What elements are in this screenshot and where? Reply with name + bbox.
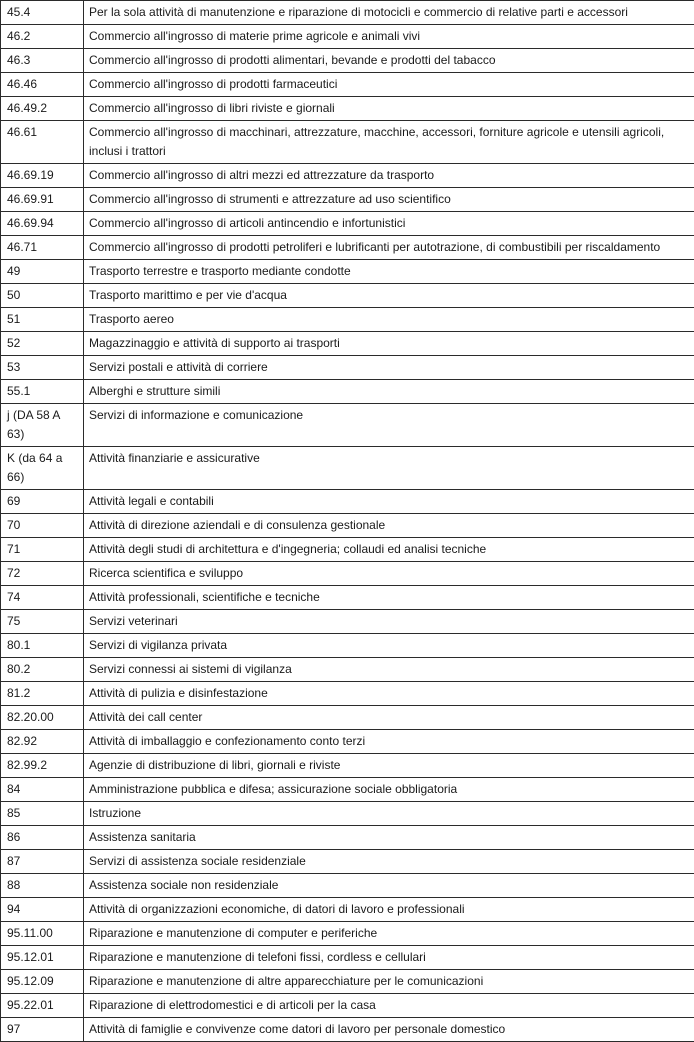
table-row <box>1 898 694 922</box>
activity-code-cell: 51 <box>1 308 84 332</box>
activity-code-cell: 97 <box>1 1018 84 1042</box>
table-row <box>1 97 694 121</box>
activity-code-cell: 82.99.2 <box>1 754 84 778</box>
activity-description-cell: Riparazione e manutenzione di computer e periferiche <box>84 922 694 946</box>
table-row <box>1 236 694 260</box>
activity-code-cell: 46.2 <box>1 25 84 49</box>
activity-description-cell: Riparazione di elettrodomestici e di articoli per la casa <box>84 994 694 1018</box>
table-row <box>1 730 694 754</box>
table-row <box>1 332 694 356</box>
activity-code-cell: 72 <box>1 562 84 586</box>
activity-code-cell: 86 <box>1 826 84 850</box>
table-body <box>1 1 694 1042</box>
table-row <box>1 284 694 308</box>
activity-code-cell: 46.69.91 <box>1 188 84 212</box>
activity-code-cell: 46.69.94 <box>1 212 84 236</box>
activity-code-cell: 82.20.00 <box>1 706 84 730</box>
activity-description-cell: Trasporto aereo <box>84 308 694 332</box>
table-row <box>1 994 694 1018</box>
activity-description-cell: Servizi connessi ai sistemi di vigilanza <box>84 658 694 682</box>
activity-code-cell: 53 <box>1 356 84 380</box>
activity-code-cell: 46.49.2 <box>1 97 84 121</box>
activity-code-cell: 52 <box>1 332 84 356</box>
activity-description-cell: Attività professionali, scientifiche e tecniche <box>84 586 694 610</box>
activity-code-cell: 71 <box>1 538 84 562</box>
activity-code-cell: 45.4 <box>1 1 84 25</box>
activity-description-cell: Commercio all'ingrosso di macchinari, attrezzature, macchine, accessori, forniture agricole e utensili agricoli, inclusi i trattori <box>84 121 694 164</box>
table-row <box>1 164 694 188</box>
activity-code-cell: 49 <box>1 260 84 284</box>
activity-code-cell: 74 <box>1 586 84 610</box>
table-row <box>1 49 694 73</box>
table-row <box>1 538 694 562</box>
activity-code-cell: 70 <box>1 514 84 538</box>
activity-description-cell: Attività di pulizia e disinfestazione <box>84 682 694 706</box>
activity-code-cell: j (DA 58 A 63) <box>1 404 84 447</box>
table-row <box>1 514 694 538</box>
table-row <box>1 188 694 212</box>
activity-description-cell: Assistenza sanitaria <box>84 826 694 850</box>
activity-description-cell: Attività legali e contabili <box>84 490 694 514</box>
activity-code-cell: 85 <box>1 802 84 826</box>
table-row <box>1 25 694 49</box>
table-row <box>1 658 694 682</box>
activity-description-cell: Trasporto terrestre e trasporto mediante condotte <box>84 260 694 284</box>
activity-code-cell: 95.11.00 <box>1 922 84 946</box>
activity-description-cell: Riparazione e manutenzione di telefoni fissi, cordless e cellulari <box>84 946 694 970</box>
table-row <box>1 356 694 380</box>
activity-code-cell: 46.3 <box>1 49 84 73</box>
table-row <box>1 826 694 850</box>
activity-description-cell: Attività finanziarie e assicurative <box>84 447 694 490</box>
table-row <box>1 1018 694 1042</box>
activity-description-cell: Amministrazione pubblica e difesa; assicurazione sociale obbligatoria <box>84 778 694 802</box>
activity-description-cell: Agenzie di distribuzione di libri, giornali e riviste <box>84 754 694 778</box>
activity-description-cell: Attività degli studi di architettura e d'ingegneria; collaudi ed analisi tecniche <box>84 538 694 562</box>
activity-code-cell: 95.22.01 <box>1 994 84 1018</box>
table-row <box>1 586 694 610</box>
table-row <box>1 404 694 447</box>
activity-code-cell: 50 <box>1 284 84 308</box>
table-row <box>1 610 694 634</box>
table-row <box>1 260 694 284</box>
activity-description-cell: Commercio all'ingrosso di altri mezzi ed attrezzature da trasporto <box>84 164 694 188</box>
table-row <box>1 1 694 25</box>
activity-code-cell: 75 <box>1 610 84 634</box>
activity-code-cell: 80.1 <box>1 634 84 658</box>
activity-code-cell: 95.12.09 <box>1 970 84 994</box>
table-row <box>1 754 694 778</box>
activity-description-cell: Commercio all'ingrosso di prodotti alimentari, bevande e prodotti del tabacco <box>84 49 694 73</box>
table-row <box>1 706 694 730</box>
activity-code-cell: 69 <box>1 490 84 514</box>
activity-description-cell: Magazzinaggio e attività di supporto ai trasporti <box>84 332 694 356</box>
table-row <box>1 308 694 332</box>
table-row <box>1 562 694 586</box>
activity-code-cell: 46.61 <box>1 121 84 164</box>
table-row <box>1 212 694 236</box>
activity-code-cell: 88 <box>1 874 84 898</box>
activity-description-cell: Istruzione <box>84 802 694 826</box>
activity-code-cell: 46.71 <box>1 236 84 260</box>
activity-code-cell: 46.69.19 <box>1 164 84 188</box>
table-row <box>1 850 694 874</box>
activity-description-cell: Riparazione e manutenzione di altre apparecchiature per le comunicazioni <box>84 970 694 994</box>
activity-description-cell: Commercio all'ingrosso di prodotti farmaceutici <box>84 73 694 97</box>
activity-code-cell: 55.1 <box>1 380 84 404</box>
activity-description-cell: Attività di organizzazioni economiche, di datori di lavoro e professionali <box>84 898 694 922</box>
activity-description-cell: Attività di direzione aziendali e di consulenza gestionale <box>84 514 694 538</box>
activity-description-cell: Ricerca scientifica e sviluppo <box>84 562 694 586</box>
activity-description-cell: Servizi di vigilanza privata <box>84 634 694 658</box>
activity-code-cell: 94 <box>1 898 84 922</box>
activity-code-cell: 84 <box>1 778 84 802</box>
activity-code-cell: 95.12.01 <box>1 946 84 970</box>
table-row <box>1 447 694 490</box>
table-row <box>1 946 694 970</box>
activity-code-cell: 87 <box>1 850 84 874</box>
activity-description-cell: Servizi veterinari <box>84 610 694 634</box>
activity-description-cell: Attività di famiglie e convivenze come datori di lavoro per personale domestico <box>84 1018 694 1042</box>
activity-description-cell: Commercio all'ingrosso di strumenti e attrezzature ad uso scientifico <box>84 188 694 212</box>
activity-description-cell: Servizi di assistenza sociale residenziale <box>84 850 694 874</box>
activity-description-cell: Commercio all'ingrosso di articoli antincendio e infortunistici <box>84 212 694 236</box>
table-row <box>1 121 694 164</box>
table-row <box>1 970 694 994</box>
table-row <box>1 778 694 802</box>
activity-code-cell: 82.92 <box>1 730 84 754</box>
table-row <box>1 73 694 97</box>
table-row <box>1 490 694 514</box>
activity-description-cell: Commercio all'ingrosso di prodotti petroliferi e lubrificanti per autotrazione, di combustibili per riscaldamento <box>84 236 694 260</box>
activity-description-cell: Servizi di informazione e comunicazione <box>84 404 694 447</box>
table-row <box>1 634 694 658</box>
table-row <box>1 922 694 946</box>
activity-description-cell: Alberghi e strutture simili <box>84 380 694 404</box>
activity-description-cell: Commercio all'ingrosso di libri riviste e giornali <box>84 97 694 121</box>
activity-code-cell: K (da 64 a 66) <box>1 447 84 490</box>
activity-description-cell: Attività dei call center <box>84 706 694 730</box>
activity-description-cell: Assistenza sociale non residenziale <box>84 874 694 898</box>
table-row <box>1 682 694 706</box>
activity-description-cell: Attività di imballaggio e confezionamento conto terzi <box>84 730 694 754</box>
activity-code-cell: 81.2 <box>1 682 84 706</box>
table-row <box>1 380 694 404</box>
activity-code-cell: 46.46 <box>1 73 84 97</box>
activity-description-cell: Trasporto marittimo e per vie d'acqua <box>84 284 694 308</box>
activity-description-cell: Commercio all'ingrosso di materie prime agricole e animali vivi <box>84 25 694 49</box>
activity-description-cell: Per la sola attività di manutenzione e riparazione di motocicli e commercio di relative parti e accessori <box>84 1 694 25</box>
activity-description-cell: Servizi postali e attività di corriere <box>84 356 694 380</box>
activity-code-cell: 80.2 <box>1 658 84 682</box>
table-row <box>1 874 694 898</box>
table-row <box>1 802 694 826</box>
